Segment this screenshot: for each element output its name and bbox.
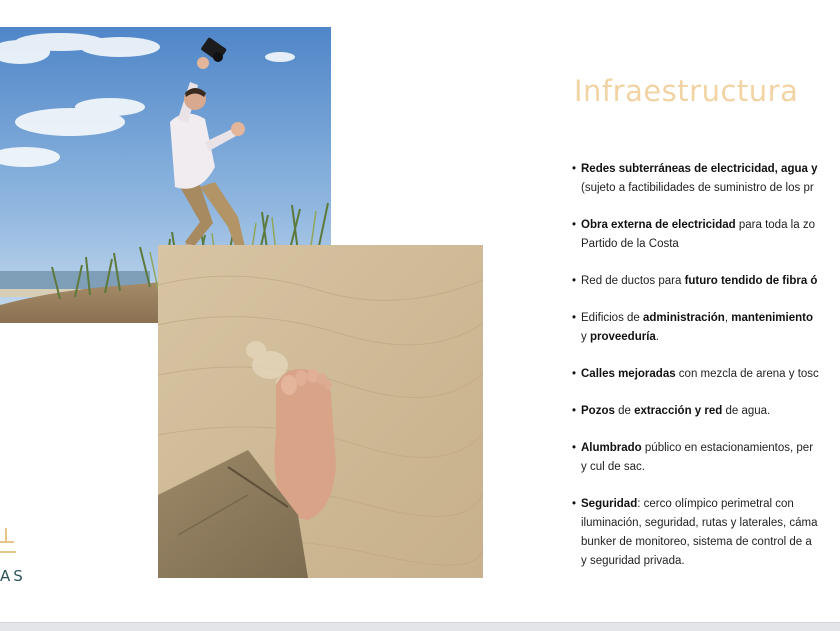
text: de (614, 405, 635, 417)
bold-text: Redes subterráneas de electricidad, agua y (581, 163, 818, 175)
text: público en estacionamientos, per (641, 442, 814, 454)
bold-text: Seguridad (581, 498, 638, 510)
text: Partido de la Costa (581, 238, 679, 250)
bold-text: Calles mejoradas (581, 368, 676, 380)
bold-text: futuro tendido de fibra ó (684, 275, 818, 287)
bullet-item (572, 495, 840, 571)
bullet-item (572, 272, 840, 291)
bullet-line (581, 458, 840, 477)
bold-text: proveeduría (589, 331, 656, 343)
bullet-line (581, 272, 840, 291)
bullet-line (581, 514, 840, 533)
text: y seguridad privada. (581, 555, 685, 567)
text: : cerco olímpico perimetral con (637, 498, 794, 510)
text: con mezcla de arena y tosc (675, 368, 819, 380)
text: (sujeto a factibilidades de suministro de los pr (581, 182, 814, 194)
bullet-line (581, 216, 840, 235)
bold-text: Obra externa de electricidad (581, 219, 736, 231)
bold-text: Pozos (581, 405, 615, 417)
bullet-line (581, 309, 840, 328)
text: y (581, 331, 590, 343)
bullet-line (581, 365, 840, 384)
bullet-line (581, 439, 840, 458)
text: Red de ductos para (581, 275, 685, 287)
bullet-item (572, 160, 840, 198)
bullet-line (581, 160, 840, 179)
text: bunker de monitoreo, sistema de control de a (581, 536, 812, 548)
bullet-item (572, 439, 840, 477)
foot-on-sand-photo (158, 245, 483, 578)
bold-text: administración (643, 312, 725, 324)
bullet-line (581, 533, 840, 552)
text: para toda la zo (735, 219, 815, 231)
infrastructure-list (572, 160, 840, 589)
page-title: Infraestructura (574, 74, 799, 108)
text: iluminación, seguridad, rutas y laterales, cáma (581, 517, 818, 529)
bullet-line (581, 495, 840, 514)
bullet-line (581, 235, 840, 254)
logo-text: AS (0, 567, 26, 585)
bullet-line (581, 328, 840, 347)
logo-mark-icon (0, 528, 16, 554)
bullet-item (572, 365, 840, 384)
bullet-item (572, 402, 840, 421)
text: . (655, 331, 659, 343)
bullet-line (581, 552, 840, 571)
bullet-line (581, 402, 840, 421)
bold-text: extracción y red (634, 405, 723, 417)
bullet-line (581, 179, 840, 198)
bullet-item (572, 309, 840, 347)
text: Edificios de (581, 312, 644, 324)
text: y cul de sac. (581, 461, 645, 473)
text: , (724, 312, 732, 324)
bold-text: mantenimiento (731, 312, 814, 324)
bullet-item (572, 216, 840, 254)
text: de agua. (722, 405, 771, 417)
bold-text: Alumbrado (581, 442, 642, 454)
